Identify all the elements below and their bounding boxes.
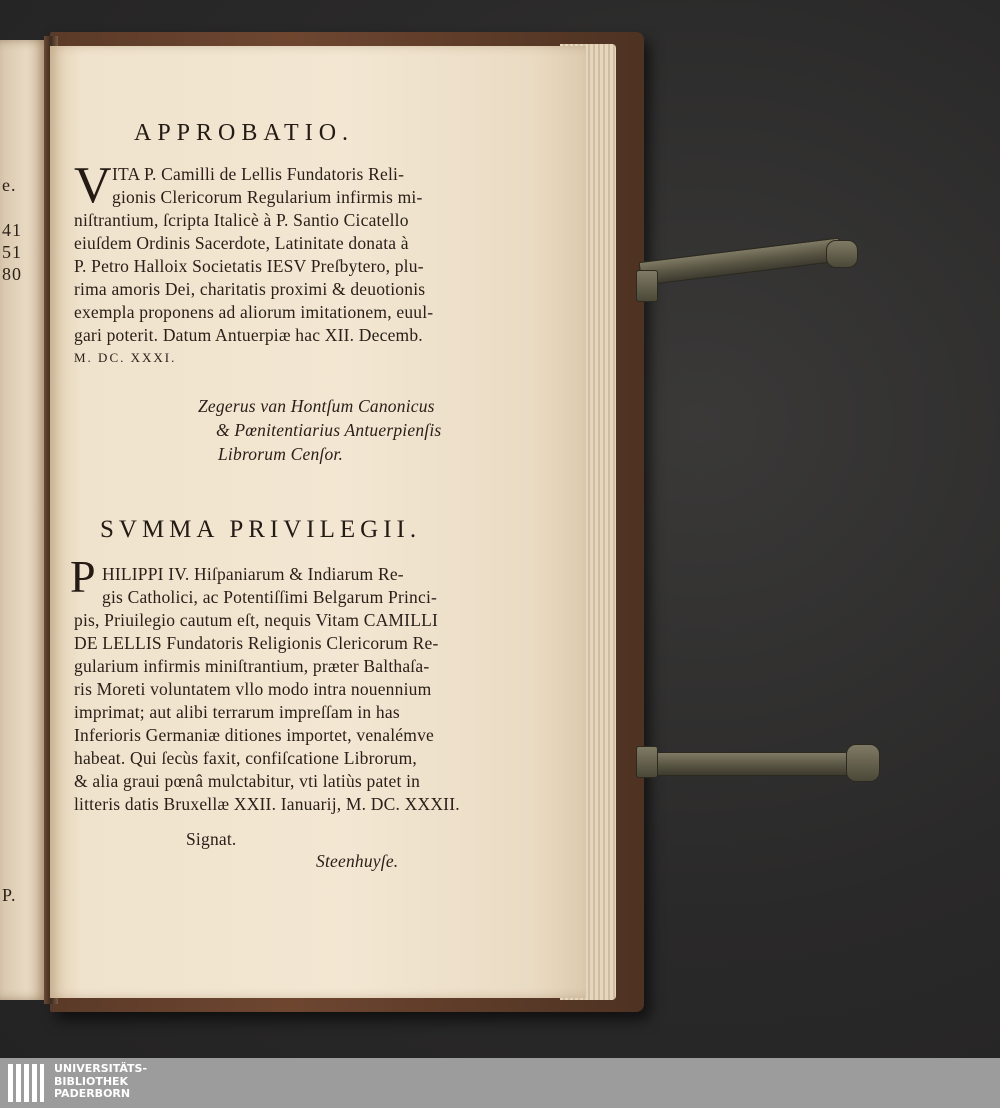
privilegii-line: gularium infirmis miniſtrantium, præter Balthaſa- <box>74 656 430 676</box>
censor-line: Librorum Cenſor. <box>218 444 344 464</box>
approbatio-dropcap: V <box>74 157 112 214</box>
censor-line: Zegerus van Hontſum Canonicus <box>198 396 435 416</box>
privilegii-title: SVMMA PRIVILEGII. <box>100 516 422 543</box>
approbatio-line: P. Petro Halloix Societatis IESV Preſbytero, plu- <box>74 256 424 276</box>
footer-bar <box>0 1058 1000 1108</box>
privilegii-line: gis Catholici, ac Potentiſſimi Belgarum Princi- <box>102 587 438 607</box>
left-page-fragment: P. <box>2 885 17 905</box>
signat-label: Signat. <box>186 829 237 849</box>
approbatio-line: niſtrantium, ſcripta Italicè à P. Santio Cicatello <box>74 210 409 230</box>
approbatio-line: rima amoris Dei, charitatis proximi & deuotionis <box>74 279 426 299</box>
privilegii-dropcap: P <box>70 551 96 602</box>
logo-line: BIBLIOTHEK <box>54 1074 129 1088</box>
privilegii-line: imprimat; aut alibi terrarum impreſſam in has <box>74 702 400 722</box>
approbatio-line: gari poterit. Datum Antuerpiæ hac XII. Decemb. <box>74 325 423 345</box>
approbatio-line: ITA P. Camilli de Lellis Fundatoris Reli- <box>112 164 405 184</box>
approbatio-title: APPROBATIO. <box>134 120 355 146</box>
left-page-fragment: e. <box>2 175 17 195</box>
left-facing-page <box>0 40 48 1000</box>
privilegii-line: & alia graui pœnâ mulctabitur, vti latiùs patet in <box>74 771 421 791</box>
logo-line: UNIVERSITÄTS- <box>54 1062 148 1075</box>
approbatio-line: gionis Clericorum Regularium infirmis mi- <box>112 187 423 207</box>
clasp-hinge-lower <box>636 746 658 778</box>
book-clasp-upper <box>639 237 842 285</box>
right-page <box>50 46 586 998</box>
left-page-fragment: 51 <box>2 242 22 262</box>
privilegii-line: habeat. Qui ſecùs faxit, confiſcatione Librorum, <box>74 748 417 768</box>
privilegii-line: litteris datis Bruxellæ XXII. Ianuarij, M. DC. XXXII. <box>74 794 460 814</box>
clasp-hinge-upper <box>636 270 658 302</box>
privilegii-line: DE LELLIS Fundatoris Religionis Clericorum Re- <box>74 633 439 653</box>
library-logo-icon <box>8 1064 44 1102</box>
logo-line: PADERBORN <box>54 1087 131 1100</box>
left-page-fragment: 80 <box>2 264 22 284</box>
privilegii-line: HILIPPI IV. Hiſpaniarum & Indiarum Re- <box>102 564 404 584</box>
clasp-tip-upper <box>826 240 858 268</box>
approbatio-line: eiuſdem Ordinis Sacerdote, Latinitate donata à <box>74 233 409 253</box>
approbatio-line: exempla proponens ad aliorum imitationem, euul- <box>74 302 434 322</box>
left-page-fragment: 41 <box>2 220 22 240</box>
privilegii-line: Inferioris Germaniæ ditiones importet, venalémve <box>74 725 434 745</box>
library-logo-text <box>54 1063 147 1101</box>
privilegii-line: pis, Priuilegio cautum eſt, nequis Vitam CAMILLI <box>74 610 439 630</box>
clasp-tip-lower <box>846 744 880 782</box>
censor-line: & Pœnitentiarius Antuerpienſis <box>216 420 442 440</box>
approbatio-date: M. DC. XXXI. <box>74 350 177 365</box>
book-clasp-lower <box>640 752 868 776</box>
signer-name: Steenhuyſe. <box>316 851 399 871</box>
privilegii-line: ris Moreti voluntatem vllo modo intra nouennium <box>74 679 432 699</box>
